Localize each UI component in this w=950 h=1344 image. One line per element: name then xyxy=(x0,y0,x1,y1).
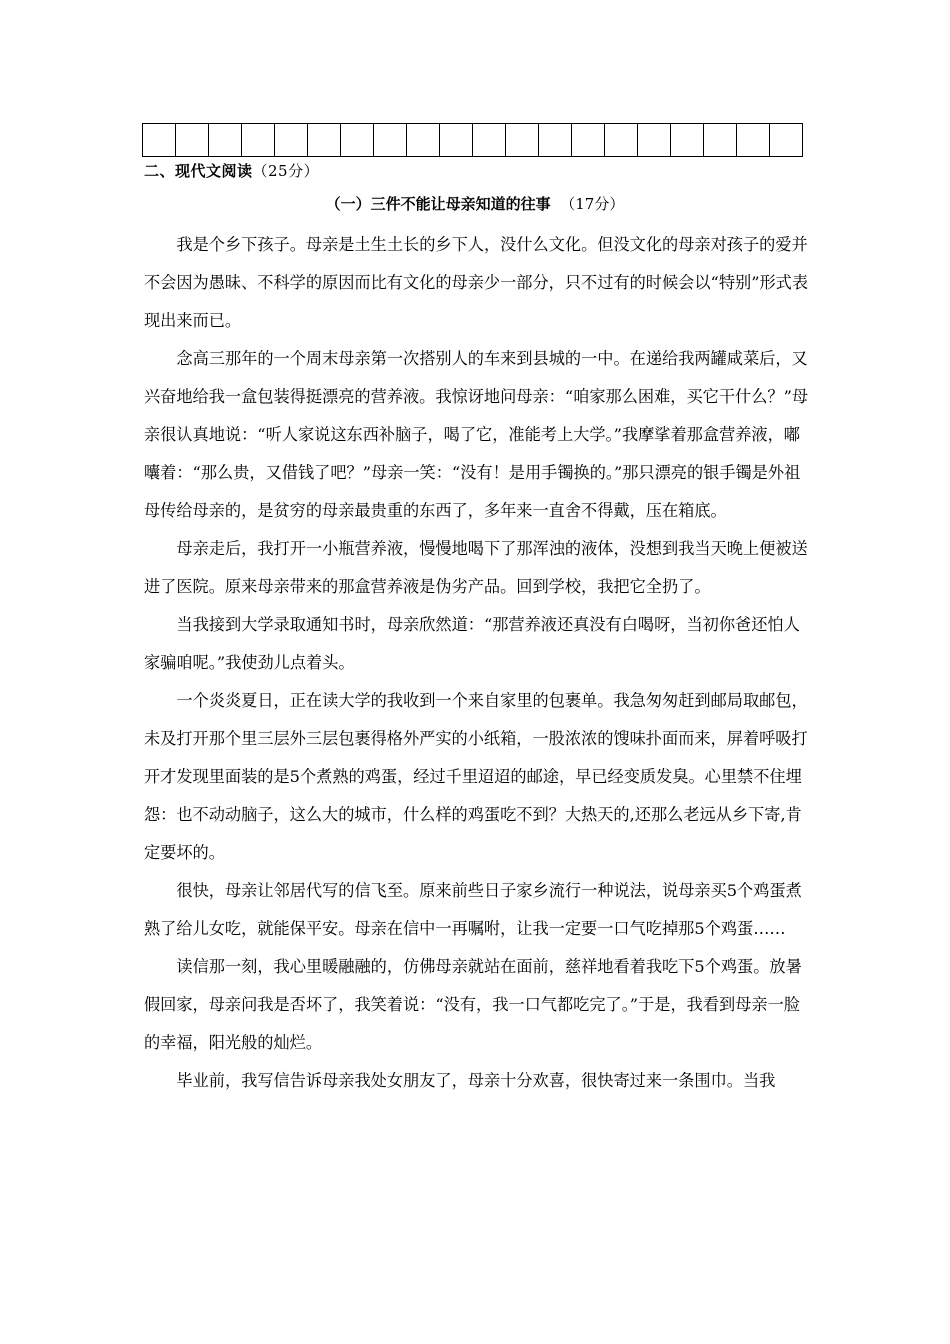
grid-cell xyxy=(605,123,638,157)
grid-cell xyxy=(176,123,209,157)
passage-body xyxy=(144,226,814,1100)
grid-cell xyxy=(407,123,440,157)
passage-heading xyxy=(0,193,950,214)
paragraph: 当我接到大学录取通知书时，母亲欣然道：“那营养液还真没有白喝呀，当初你爸还怕人家骗咱呢。”我使劲儿点着头。 xyxy=(144,615,800,672)
section-heading xyxy=(144,160,319,181)
passage-score: （17分） xyxy=(560,195,625,213)
grid-cell xyxy=(473,123,506,157)
grid-cell xyxy=(572,123,605,157)
grid-cell xyxy=(209,123,242,157)
grid-cell xyxy=(374,123,407,157)
grid-cell xyxy=(506,123,539,157)
paragraph: 毕业前，我写信告诉母亲我处女朋友了，母亲十分欢喜，很快寄过来一条围巾。当我 xyxy=(176,1071,776,1090)
grid-cell xyxy=(275,123,308,157)
section-score: （25分） xyxy=(252,162,320,180)
grid-cell xyxy=(341,123,374,157)
grid-cell xyxy=(242,123,275,157)
grid-cell xyxy=(308,123,341,157)
section-title: 二、现代文阅读 xyxy=(144,162,253,180)
answer-grid xyxy=(142,123,803,157)
grid-cell xyxy=(704,123,737,157)
paragraph: 很快，母亲让邻居代写的信飞至。原来前些日子家乡流行一种说法，说母亲买5个鸡蛋煮熟了给儿女吃，就能保平安。母亲在信中一再嘱咐，让我一定要一口气吃掉那5个鸡蛋…… xyxy=(144,881,802,938)
passage-title: （一）三件不能让母亲知道的往事 xyxy=(325,195,551,213)
paragraph: 我是个乡下孩子。母亲是土生土长的乡下人，没什么文化。但没文化的母亲对孩子的爱并不会因为愚昧、不科学的原因而比有文化的母亲少一部分，只不过有的时候会以“特别”形式表现出来而已。 xyxy=(144,235,809,330)
grid-cell xyxy=(770,123,803,157)
grid-cell xyxy=(143,123,176,157)
grid-cell xyxy=(737,123,770,157)
paragraph: 一个炎炎夏日，正在读大学的我收到一个来自家里的包裹单。我急匆匆赶到邮局取邮包，未及打开那个里三层外三层包裹得格外严实的小纸箱，一股浓浓的馊味扑面而来，屏着呼吸打开才发现里面装的是5个煮熟的鸡蛋，经过千里迢迢的邮途，早已经变质发臭。心里禁不住埋怨：也不动动脑子，这么大的城市，什么样的鸡蛋吃不到？大热天的,还那么老远从乡下寄,肯定要坏的。 xyxy=(144,691,808,862)
grid-cell xyxy=(671,123,704,157)
paragraph: 母亲走后，我打开一小瓶营养液，慢慢地喝下了那浑浊的液体，没想到我当天晚上便被送进了医院。原来母亲带来的那盒营养液是伪劣产品。回到学校，我把它全扔了。 xyxy=(144,539,808,596)
paragraph: 读信那一刻，我心里暖融融的，仿佛母亲就站在面前，慈祥地看着我吃下5个鸡蛋。放暑假回家，母亲问我是否坏了，我笑着说：“没有，我一口气都吃完了。”于是，我看到母亲一脸的幸福，阳光般的灿烂。 xyxy=(144,957,802,1052)
grid-cell xyxy=(440,123,473,157)
grid-cell xyxy=(539,123,572,157)
grid-cell xyxy=(638,123,671,157)
paragraph: 念高三那年的一个周末母亲第一次搭别人的车来到县城的一中。在递给我两罐咸菜后，又兴奋地给我一盒包装得挺漂亮的营养液。我惊讶地问母亲：“咱家那么困难，买它干什么？”母亲很认真地说：“听人家说这东西补脑子，喝了它，准能考上大学。”我摩挲着那盒营养液，嘟囔着：“那么贵，又借钱了吧？”母亲一笑：“没有！是用手镯换的。”那只漂亮的银手镯是外祖母传给母亲的，是贫穷的母亲最贵重的东西了，多年来一直舍不得戴，压在箱底。 xyxy=(144,349,809,520)
